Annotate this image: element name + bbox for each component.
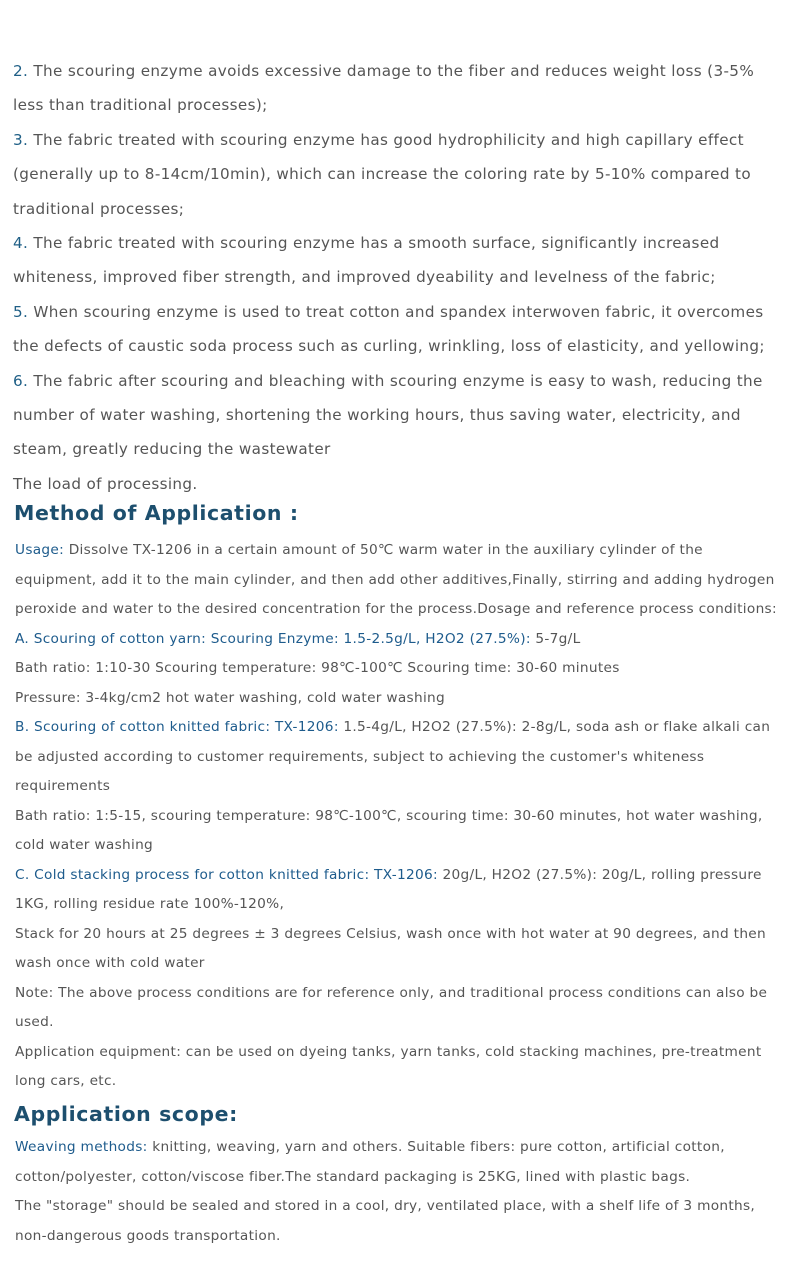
benefits-tail: The load of processing. [13, 474, 198, 493]
process-a-text: 5-7g/L [530, 630, 581, 647]
benefit-text: The scouring enzyme avoids excessive damage to the fiber and reduces weight loss (3-5% less than traditional processes); [13, 62, 755, 115]
benefit-item [13, 54, 778, 123]
weaving-label: Weaving methods: [15, 1139, 148, 1155]
benefits-list [13, 54, 778, 501]
benefit-number: 6. [13, 371, 29, 390]
application-equipment: Application equipment: can be used on dyeing tanks, yarn tanks, cold stacking machines, pre-treatment long cars, etc. [15, 1043, 762, 1089]
process-b [15, 713, 780, 802]
benefit-text: The fabric treated with scouring enzyme has good hydrophilicity and high capillary effect (generally up to 8-14cm/10min), which can increase the coloring rate by 5-10% compared to traditional processes; [13, 130, 751, 218]
benefit-text: The fabric after scouring and bleaching with scouring enzyme is easy to wash, reducing the number of water washing, shortening the working hours, thus saving water, electricity, and steam, greatly reducing the wastewater [13, 371, 763, 459]
process-a [15, 625, 780, 655]
process-a-bath: Bath ratio: 1:10-30 Scouring temperature: 98℃-100℃ Scouring time: 30-60 minutes [15, 660, 620, 676]
scope-heading: Application scope: [14, 1102, 238, 1126]
benefit-item [13, 364, 778, 467]
weaving-text: knitting, weaving, yarn and others. Suitable fibers: pure cotton, artificial cotton, cotton/polyester, cotton/viscose fiber.The standard packaging is 25KG, lined with plastic bags. [15, 1139, 725, 1185]
process-c [15, 861, 780, 920]
benefit-item [13, 226, 778, 295]
usage-label: Usage: [15, 542, 65, 558]
process-b-bath: Bath ratio: 1:5-15, scouring temperature: 98℃-100℃, scouring time: 30-60 minutes, hot water washing, cold water washing [15, 807, 763, 853]
process-c-text: 20g/L, H2O2 (27.5%): 20g/L, rolling pressure 1KG, rolling residue rate 100%-120%, [15, 866, 762, 912]
benefit-number: 2. [13, 62, 29, 80]
usage-paragraph [15, 536, 780, 625]
benefit-number: 5. [13, 302, 29, 321]
benefit-text: The fabric treated with scouring enzyme has a smooth surface, significantly increased whiteness, improved fiber strength, and improved dyeability and levelness of the fabric; [13, 234, 720, 287]
process-b-label: B. Scouring of cotton knitted fabric: TX-1206: [15, 719, 339, 735]
usage-text: Dissolve TX-1206 in a certain amount of 50℃ warm water in the auxiliary cylinder of the equipment, add it to the main cylinder, and then add other additives,Finally, stirring and adding hydrogen peroxide and water to the desired concentration for the process.Dosage and reference process conditions: [15, 542, 777, 617]
method-heading: Method of Application : [14, 501, 299, 525]
weaving-paragraph [15, 1133, 780, 1192]
process-a-pressure: Pressure: 3-4kg/cm2 hot water washing, cold water washing [15, 689, 446, 706]
scope-section [15, 1133, 780, 1251]
benefit-number: 4. [13, 234, 29, 253]
benefit-item [13, 123, 778, 226]
process-c-label: C. Cold stacking process for cotton knitted fabric: TX-1206: [15, 866, 438, 883]
benefit-item [13, 295, 778, 364]
process-b-text: 1.5-4g/L, H2O2 (27.5%): 2-8g/L, soda ash or flake alkali can be adjusted according to customer requirements, subject to achieving the customer's whiteness requirements [15, 719, 771, 794]
process-c-stack: Stack for 20 hours at 25 degrees ± 3 degrees Celsius, wash once with hot water at 90 degrees, and then wash once with cold water [15, 925, 766, 971]
process-a-label: A. Scouring of cotton yarn: Scouring Enzyme: 1.5-2.5g/L, H2O2 (27.5%): [15, 630, 531, 647]
method-section [15, 536, 780, 1097]
benefit-text: When scouring enzyme is used to treat cotton and spandex interwoven fabric, it overcomes the defects of caustic soda process such as curling, wrinkling, loss of elasticity, and yellowing; [13, 302, 765, 356]
storage-paragraph: The "storage" should be sealed and stored in a cool, dry, ventilated place, with a shelf life of 3 months, non-dangerous goods transportation. [15, 1198, 756, 1244]
benefit-number: 3. [13, 130, 29, 149]
process-note: Note: The above process conditions are for reference only, and traditional process conditions can also be used. [15, 984, 768, 1030]
